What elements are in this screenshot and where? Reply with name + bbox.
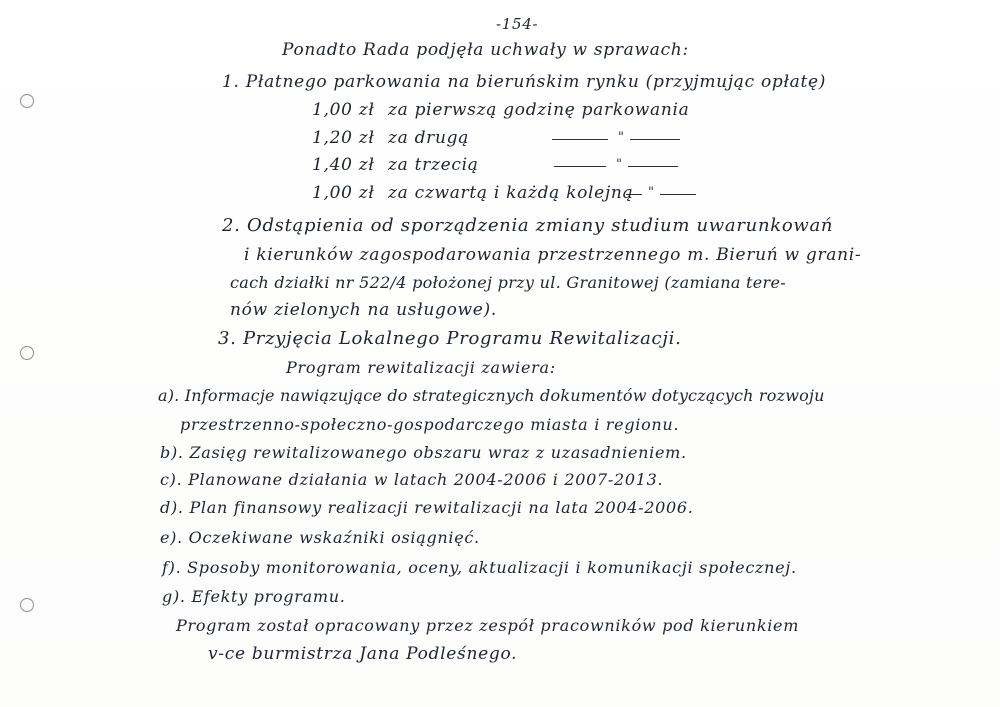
ditto-dash-left <box>552 139 608 140</box>
item2-line: i kierunków zagospodarowania przestrzennego m. Bieruń w grani- <box>244 245 862 265</box>
fee-description: za drugą <box>388 128 470 148</box>
list-item: e). Oczekiwane wskaźniki osiągnięć. <box>160 528 480 547</box>
ditto-dash-right <box>628 166 678 167</box>
ditto-dash-right <box>660 194 696 195</box>
ditto-mark: " <box>618 130 624 145</box>
list-item: b). Zasięg rewitalizowanego obszaru wraz z uzasadnieniem. <box>160 443 687 462</box>
list-item: d). Plan finansowy realizacji rewitalizacji na lata 2004-2006. <box>160 498 694 517</box>
fee-amount: 1,00 zł <box>312 100 375 120</box>
ditto-mark: " <box>616 157 622 172</box>
closing-line: Program został opracowany przez zespół pracowników pod kierunkiem <box>176 616 800 635</box>
page-number: -154- <box>496 15 539 33</box>
item3-heading: 3. Przyjęcia Lokalnego Programu Rewitalizacji. <box>218 328 682 349</box>
ditto-dash-left <box>626 194 642 195</box>
ditto-dash-right <box>630 139 680 140</box>
ditto-mark: " <box>648 185 654 200</box>
item2-line: nów zielonych na usługowe). <box>230 300 497 320</box>
item2-line: cach działki nr 522/4 położonej przy ul. Granitowej (zamiana tere- <box>230 273 786 292</box>
fee-amount: 1,40 zł <box>312 155 375 175</box>
intro-line: Ponadto Rada podjęła uchwały w sprawach: <box>282 40 689 60</box>
ditto-dash-left <box>554 166 606 167</box>
fee-amount: 1,20 zł <box>312 128 375 148</box>
list-item: g). Efekty programu. <box>162 587 346 606</box>
list-item: f). Sposoby monitorowania, oceny, aktualizacji i komunikacji społecznej. <box>162 558 797 577</box>
item3-subheading: Program rewitalizacji zawiera: <box>286 358 556 377</box>
closing-line: v-ce burmistrza Jana Podleśnego. <box>208 644 518 664</box>
punch-hole-middle <box>20 346 34 360</box>
punch-hole-top <box>20 94 34 108</box>
list-item: a). Informacje nawiązujące do strategicznych dokumentów dotyczących rozwoju <box>158 386 825 405</box>
fee-description: za trzecią <box>388 155 479 175</box>
fee-amount: 1,00 zł <box>312 183 375 203</box>
item1-heading: 1. Płatnego parkowania na bieruńskim rynku (przyjmując opłatę) <box>222 72 827 92</box>
item2-line: 2. Odstąpienia od sporządzenia zmiany studium uwarunkowań <box>222 215 834 236</box>
fee-description: za czwartą i każdą kolejną <box>388 183 634 203</box>
list-item-continuation: przestrzenno-społeczno-gospodarczego miasta i regionu. <box>180 415 680 434</box>
fee-description: za pierwszą godzinę parkowania <box>388 100 690 120</box>
list-item: c). Planowane działania w latach 2004-2006 i 2007-2013. <box>160 470 664 489</box>
punch-hole-bottom <box>20 598 34 612</box>
